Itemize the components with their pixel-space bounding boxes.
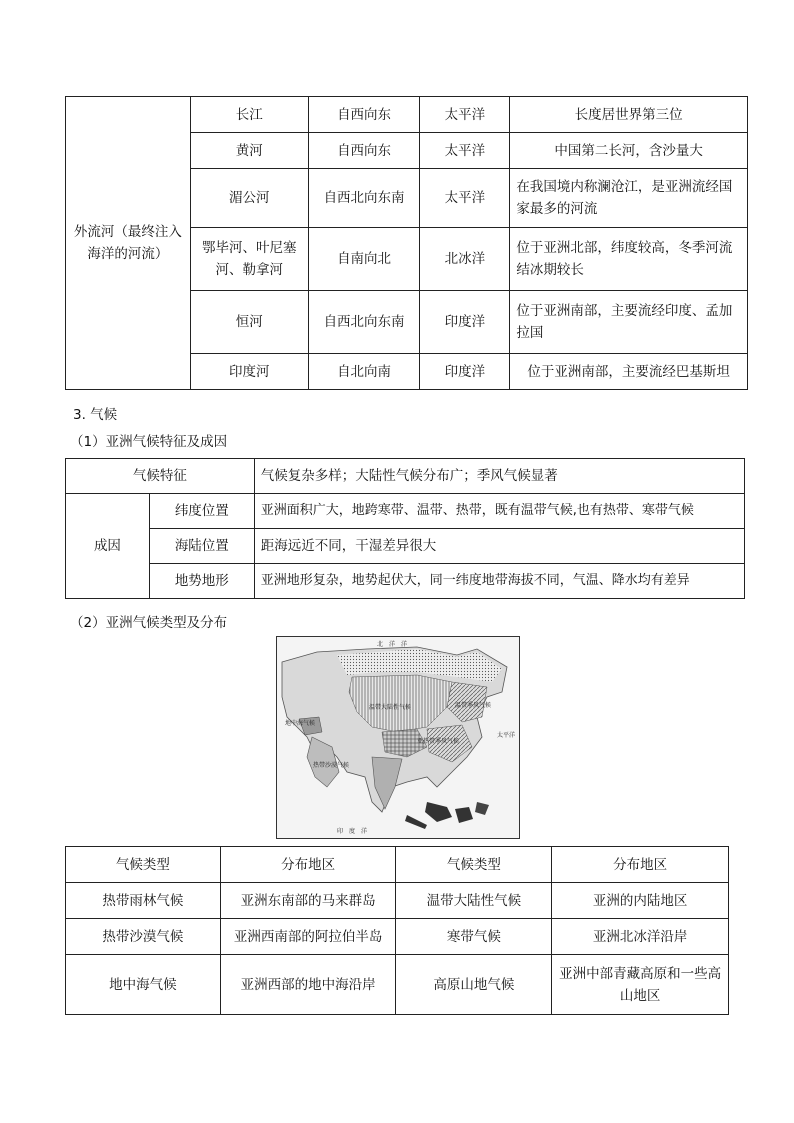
river-ocean: 印度洋 bbox=[420, 291, 510, 354]
river-ocean: 太平洋 bbox=[420, 133, 510, 169]
river-name: 鄂毕河、叶尼塞河、勒拿河 bbox=[190, 228, 308, 291]
river-note: 中国第二长河，含沙量大 bbox=[510, 133, 748, 169]
column-header: 气候类型 bbox=[66, 847, 221, 883]
river-direction: 自西北向东南 bbox=[308, 291, 420, 354]
table-row bbox=[66, 955, 729, 1015]
map-label-mediterranean: 地中海气候 bbox=[285, 720, 316, 727]
river-name: 印度河 bbox=[190, 354, 308, 390]
map-label-pacific: 太平洋 bbox=[497, 732, 516, 739]
section-heading-climate: 3. 气候 bbox=[73, 407, 118, 423]
table-header-row bbox=[66, 847, 729, 883]
climate-region: 亚洲西部的地中海沿岸 bbox=[220, 955, 396, 1015]
table-row bbox=[66, 494, 745, 529]
river-ocean: 太平洋 bbox=[420, 169, 510, 228]
map-label-temperate-continental: 温带大陆性气候 bbox=[369, 704, 412, 711]
feature-label: 气候特征 bbox=[66, 459, 255, 494]
cause-factor: 地势地形 bbox=[149, 564, 254, 599]
cause-factor: 纬度位置 bbox=[149, 494, 254, 529]
subheading-climate-features: （1）亚洲气候特征及成因 bbox=[70, 434, 228, 450]
river-ocean: 北冰洋 bbox=[420, 228, 510, 291]
river-direction: 自西向东 bbox=[308, 133, 420, 169]
climate-region: 亚洲东南部的马来群岛 bbox=[220, 883, 396, 919]
table-row bbox=[66, 919, 729, 955]
climate-type: 寒带气候 bbox=[396, 919, 552, 955]
river-note: 位于亚洲北部，纬度较高，冬季河流结冰期较长 bbox=[510, 228, 748, 291]
table-row bbox=[66, 529, 745, 564]
river-ocean: 印度洋 bbox=[420, 354, 510, 390]
map-label-indian-ocean: 印 度 洋 bbox=[337, 828, 368, 835]
cause-label: 成因 bbox=[66, 494, 150, 599]
river-name: 湄公河 bbox=[190, 169, 308, 228]
table-row bbox=[66, 564, 745, 599]
asia-climate-map bbox=[276, 636, 520, 839]
climate-type: 温带大陆性气候 bbox=[396, 883, 552, 919]
map-label-temperate-monsoon: 温带季风气候 bbox=[455, 702, 492, 709]
column-header: 气候类型 bbox=[396, 847, 552, 883]
river-direction: 自北向南 bbox=[308, 354, 420, 390]
column-header: 分布地区 bbox=[552, 847, 729, 883]
river-group-label: 外流河（最终注入海洋的河流） bbox=[66, 97, 191, 390]
map-label-north-ocean: 北 洋 洋 bbox=[377, 641, 408, 648]
column-header: 分布地区 bbox=[220, 847, 396, 883]
river-direction: 自西北向东南 bbox=[308, 169, 420, 228]
river-direction: 自西向东 bbox=[308, 97, 420, 133]
table-row bbox=[66, 883, 729, 919]
climate-type: 热带雨林气候 bbox=[66, 883, 221, 919]
river-note: 长度居世界第三位 bbox=[510, 97, 748, 133]
climate-type: 高原山地气候 bbox=[396, 955, 552, 1015]
rivers-table bbox=[65, 96, 748, 390]
map-label-tropical-desert: 热带沙漠气候 bbox=[313, 762, 350, 769]
climate-region: 亚洲西南部的阿拉伯半岛 bbox=[220, 919, 396, 955]
river-name: 恒河 bbox=[190, 291, 308, 354]
map-label-subtropical-monsoon: 亚热带季风气候 bbox=[417, 738, 460, 745]
cause-description: 亚洲面积广大，地跨寒带、温带、热带，既有温带气候,也有热带、寒带气候 bbox=[254, 494, 744, 529]
river-name: 黄河 bbox=[190, 133, 308, 169]
climate-type: 地中海气候 bbox=[66, 955, 221, 1015]
river-note: 位于亚洲南部，主要流经印度、孟加拉国 bbox=[510, 291, 748, 354]
climate-region: 亚洲中部青藏高原和一些高山地区 bbox=[552, 955, 729, 1015]
climate-types-table bbox=[65, 846, 729, 1015]
feature-value: 气候复杂多样；大陆性气候分布广；季风气候显著 bbox=[254, 459, 744, 494]
river-note: 在我国境内称澜沧江，是亚洲流经国家最多的河流 bbox=[510, 169, 748, 228]
climate-region: 亚洲北冰洋沿岸 bbox=[552, 919, 729, 955]
map-graphic bbox=[277, 637, 519, 838]
river-ocean: 太平洋 bbox=[420, 97, 510, 133]
climate-type: 热带沙漠气候 bbox=[66, 919, 221, 955]
table-row bbox=[66, 97, 748, 133]
cause-factor: 海陆位置 bbox=[149, 529, 254, 564]
climate-features-table bbox=[65, 458, 745, 599]
climate-region: 亚洲的内陆地区 bbox=[552, 883, 729, 919]
river-direction: 自南向北 bbox=[308, 228, 420, 291]
river-name: 长江 bbox=[190, 97, 308, 133]
river-note: 位于亚洲南部，主要流经巴基斯坦 bbox=[510, 354, 748, 390]
cause-description: 距海远近不同，干湿差异很大 bbox=[254, 529, 744, 564]
subheading-climate-types: （2）亚洲气候类型及分布 bbox=[70, 615, 228, 631]
cause-description: 亚洲地形复杂，地势起伏大，同一纬度地带海拔不同，气温、降水均有差异 bbox=[254, 564, 744, 599]
table-row bbox=[66, 459, 745, 494]
